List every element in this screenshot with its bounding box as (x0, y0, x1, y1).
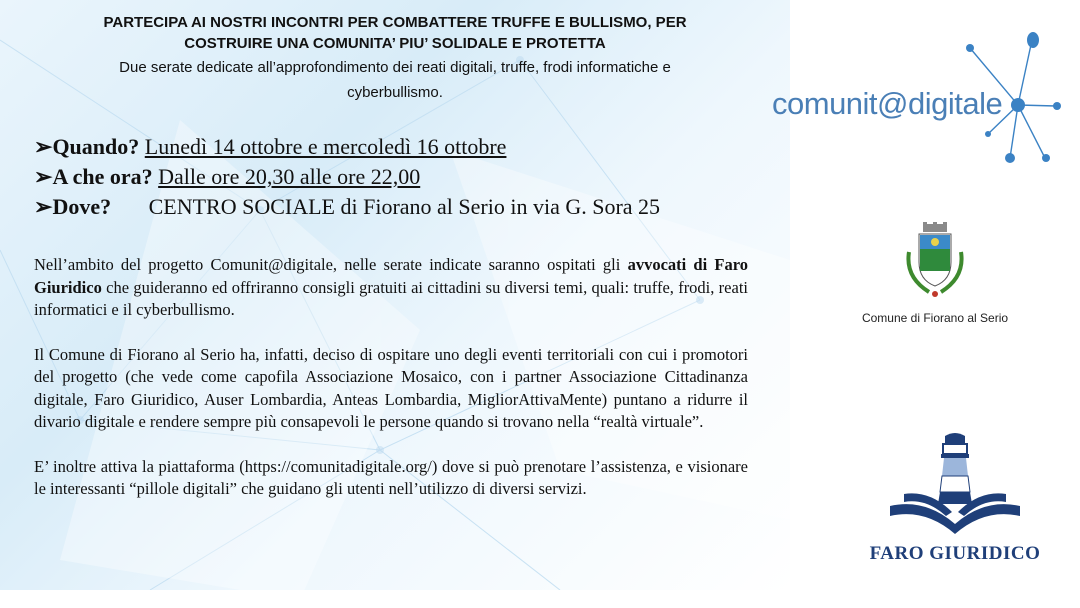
subtitle-line-1: Due serate dedicate all’approfondimento dei reati digitali, truffe, frodi informatiche e (119, 59, 671, 76)
comunitadigitale-logo (770, 30, 1070, 170)
subtitle-line-2: cyberbullismo. (347, 84, 443, 101)
coat-of-arms-icon (895, 222, 975, 302)
title-line-2: COSTRUIRE UNA COMUNITA’ PIU’ SOLIDALE E PROTETTA (184, 35, 606, 52)
comune-label: Comune di Fiorano al Serio (861, 311, 1009, 325)
header (30, 12, 760, 104)
paragraph-2: Il Comune di Fiorano al Serio ha, infatti, deciso di ospitare uno degli eventi territoriali con cui i promotori del progetto (che vede come capofila Associazione Mosaico, con i partner Associazione Cittadinanza digitale, Faro Giuridico, Auser Lombardia, Anteas Lombardia, MigliorAttivaMente) puntano a ridurre il divario digitale e rendere sempre più consapevoli le persone quando si trovano nella “realtà virtuale”. (34, 344, 748, 431)
where-row (34, 192, 774, 222)
faro-giuridico-logo (860, 432, 1050, 565)
time-row (34, 162, 774, 192)
body-text (34, 254, 748, 523)
when-value: Lunedì 14 ottobre e mercoledì 16 ottobre (144, 134, 507, 159)
faro-label: FARO GIURIDICO (869, 543, 1041, 564)
event-info (34, 132, 774, 222)
time-value: Dalle ore 20,30 alle ore 22,00 (158, 164, 421, 189)
where-label: Dove? (52, 194, 112, 219)
time-label: A che ora? (52, 164, 153, 189)
comune-logo (840, 222, 1030, 325)
when-label: Quando? (52, 134, 140, 159)
comunitadigitale-wordmark: comunit@digitale (772, 86, 1003, 121)
paragraph-3: E’ inoltre attiva la piattaforma (https://comunitadigitale.org/) dove si può prenotare l’assistenza, e visionare le interessanti “pillole digitali” che guidano gli utenti nell’utilizzo di diversi servizi. (34, 456, 748, 498)
where-value: CENTRO SOCIALE di Fiorano al Serio in via G. Sora 25 (148, 194, 661, 219)
lighthouse-book-icon (880, 432, 1030, 542)
arrow-bullet-icon: ➢ (34, 134, 53, 159)
paragraph-1: Nell’ambito del progetto Comunit@digitale, nelle serate indicate saranno ospitati gli avvocati di Faro Giuridico che guideranno ed offriranno consigli gratuiti ai cittadini su diversi temi, quali: truffe, frodi, reati informatici e il cyberbullismo. (34, 255, 748, 319)
arrow-bullet-icon: ➢ (34, 164, 53, 189)
arrow-bullet-icon: ➢ (34, 194, 53, 219)
title-line-1: PARTECIPA AI NOSTRI INCONTRI PER COMBATTERE TRUFFE E BULLISMO, PER (103, 14, 687, 31)
faro-highlight: avvocati di Faro Giuridico (34, 255, 748, 297)
when-row (34, 132, 774, 162)
